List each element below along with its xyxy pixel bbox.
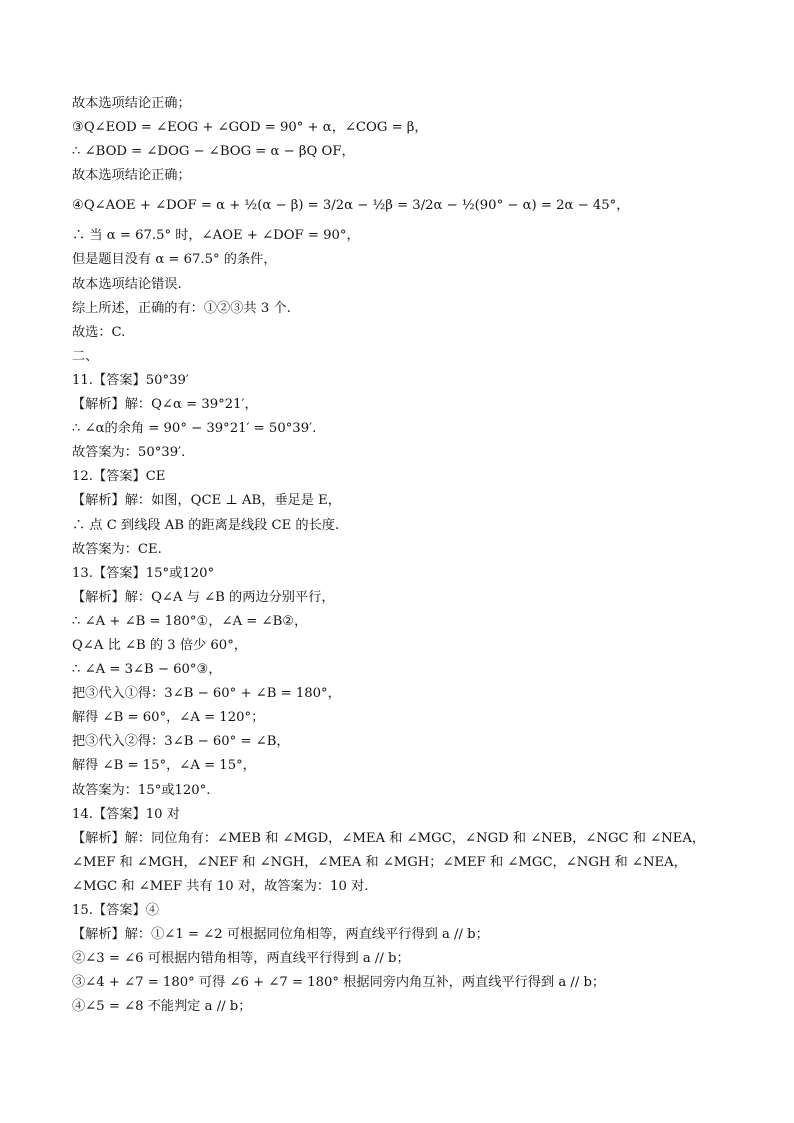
- text-line: 故答案为：15°或120°.: [72, 782, 211, 798]
- text-line: ∠MGC 和 ∠MEF 共有 10 对，故答案为：10 对.: [72, 878, 369, 894]
- text-line: 故答案为：CE.: [72, 541, 162, 557]
- text-line: ∴ 当 α = 67.5° 时，∠AOE + ∠DOF = 90°，: [72, 228, 360, 244]
- answer-line: 14.【答案】10 对: [72, 806, 180, 822]
- text-line: 把③代入①得：3∠B − 60° + ∠B = 180°，: [72, 686, 341, 702]
- text-line: ∴ ∠α的余角 = 90° − 39°21′ = 50°39′.: [72, 421, 317, 437]
- text-line: 故答案为：50°39′.: [72, 445, 186, 461]
- text-line: ∴ ∠A + ∠B = 180°①，∠A = ∠B②，: [72, 613, 308, 629]
- text-line-fraction: ④Q∠AOE + ∠DOF = α + ½(α − β) = 3/2α − ½β = 3/2α − ½(90° − α) = 2α − 45°，: [72, 198, 630, 214]
- answer-line: 13.【答案】15°或120°: [72, 565, 215, 581]
- text-line: 故本选项结论正确；: [72, 168, 191, 184]
- text-line: 故本选项结论正确；: [72, 96, 191, 111]
- text-line: ④∠5 = ∠8 不能判定 a // b；: [72, 999, 252, 1015]
- text-line: 【解析】解：Q∠α = 39°21′，: [72, 397, 258, 413]
- text-line: ∴ ∠A = 3∠B − 60°③，: [72, 662, 222, 678]
- text-line: ③∠4 + ∠7 = 180° 可得 ∠6 + ∠7 = 180° 根据同旁内角互补，两直线平行得到 a // b；: [72, 975, 606, 991]
- document-page: [72, 92, 722, 1019]
- text-line: 把③代入②得：3∠B − 60° = ∠B，: [72, 734, 290, 750]
- text-line: 故本选项结论错误.: [72, 276, 182, 292]
- text-line: 解得 ∠B = 15°，∠A = 15°，: [72, 758, 256, 774]
- text-line: 解得 ∠B = 60°，∠A = 120°；: [72, 710, 265, 726]
- section-heading: 二、: [72, 348, 99, 364]
- answer-line: 12.【答案】CE: [72, 469, 166, 485]
- text-line: 【解析】解：Q∠A 与 ∠B 的两边分别平行，: [72, 589, 335, 605]
- text-line: 故选：C.: [72, 324, 126, 340]
- text-line: Q∠A 比 ∠B 的 3 倍少 60°，: [72, 637, 247, 653]
- text-line: 综上所述，正确的有：①②③共 3 个.: [72, 300, 291, 316]
- text-line: ②∠3 = ∠6 可根据内错角相等，两直线平行得到 a // b；: [72, 951, 410, 967]
- text-line: ∴ 点 C 到线段 AB 的距离是线段 CE 的长度.: [72, 517, 340, 533]
- text-line: 【解析】解：如图，QCE ⊥ AB，垂足是 E，: [72, 493, 341, 509]
- text-line: 【解析】解：①∠1 = ∠2 可根据同位角相等，两直线平行得到 a // b；: [72, 927, 489, 943]
- text-line: 【解析】解：同位角有：∠MEB 和 ∠MGD，∠MEA 和 ∠MGC，∠NGD 和 ∠NEB，∠NGC 和 ∠NEA，: [72, 830, 706, 846]
- text-line: ③Q∠EOD = ∠EOG + ∠GOD = 90° + α，∠COG = β，: [72, 120, 428, 136]
- text-line: ∴ ∠BOD = ∠DOG − ∠BOG = α − βQ OF，: [72, 144, 355, 160]
- text-line: ∠MEF 和 ∠MGH，∠NEF 和 ∠NGH，∠MEA 和 ∠MGH；∠MEF 和 ∠MGC，∠NGH 和 ∠NEA，: [72, 854, 687, 870]
- text-line: 但是题目没有 α = 67.5° 的条件，: [72, 252, 277, 268]
- answer-line: 11.【答案】50°39′: [72, 372, 189, 388]
- answer-line: 15.【答案】④: [72, 903, 159, 918]
